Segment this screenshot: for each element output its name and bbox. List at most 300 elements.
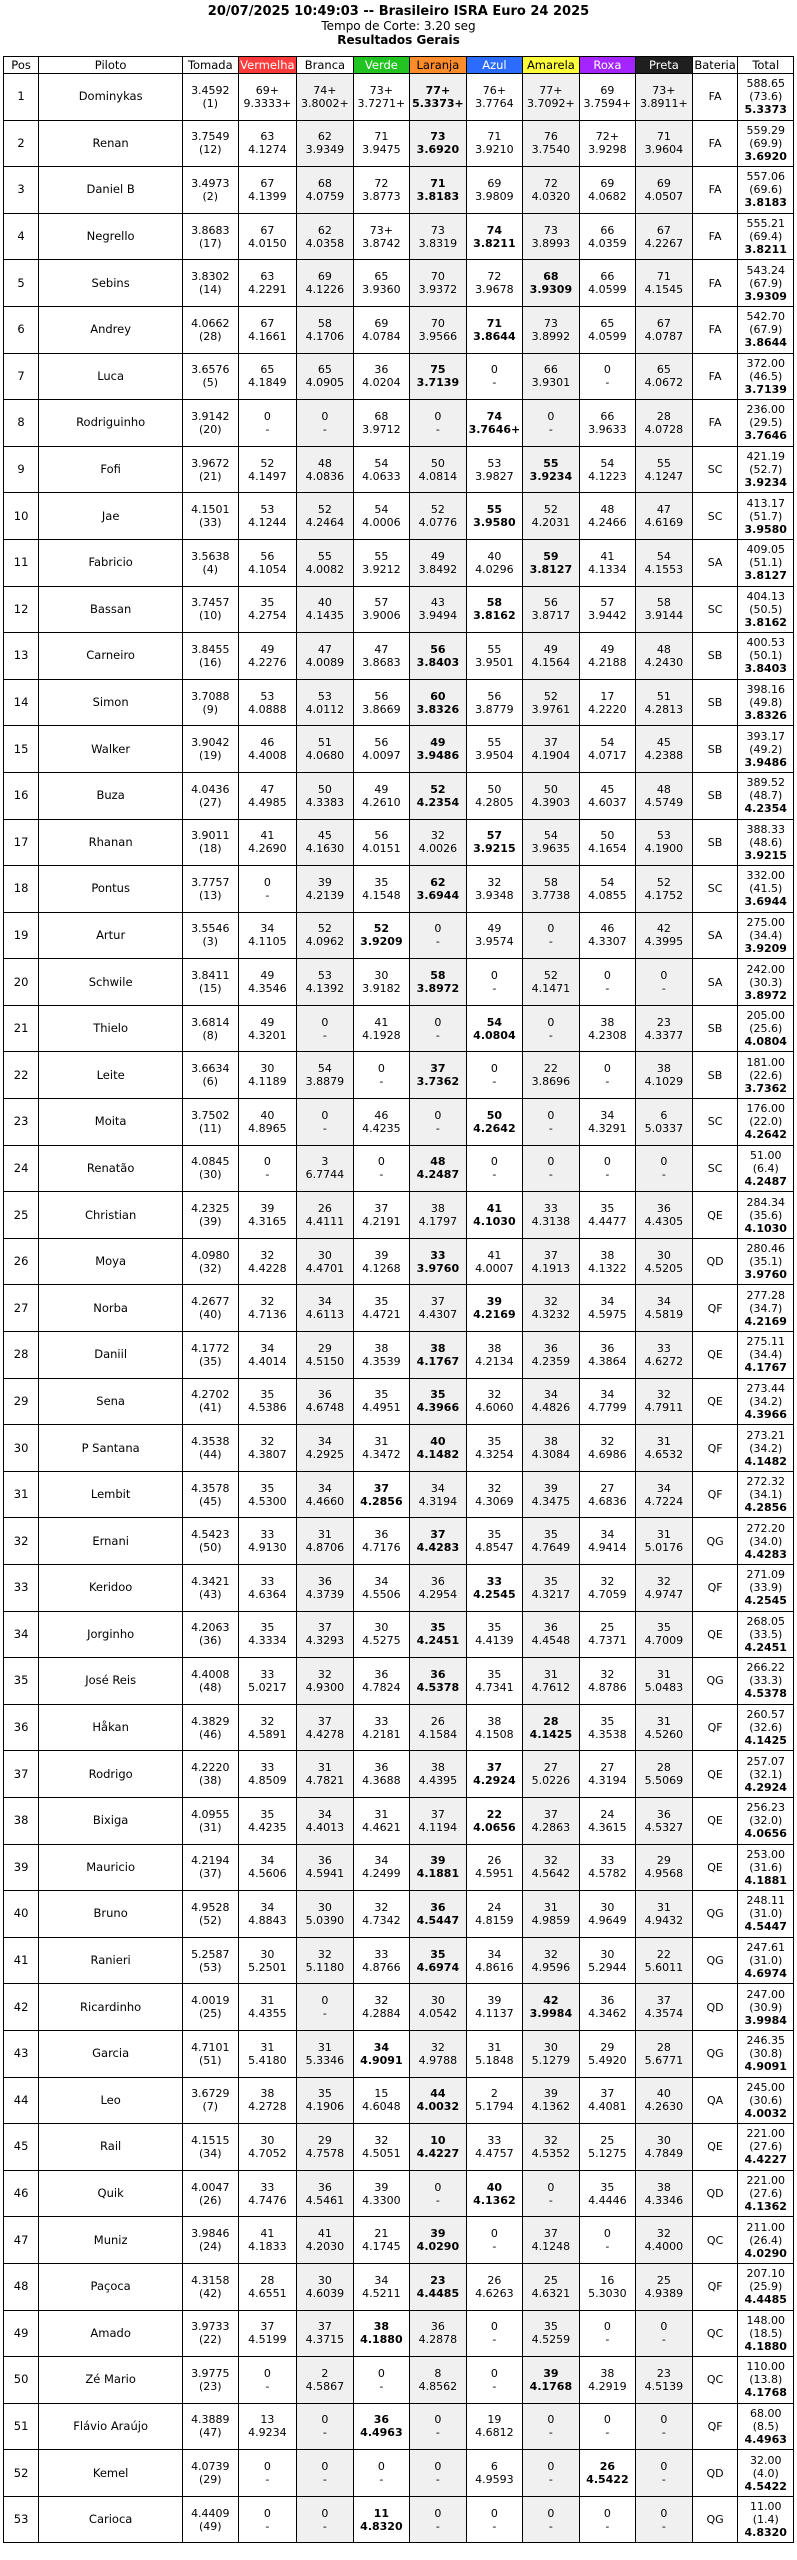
col-header-amarela: Amarela — [523, 57, 580, 74]
tomada-rank: (39) — [199, 1215, 222, 1229]
tomada-cell — [183, 400, 238, 447]
lane-cell-amarela — [523, 1192, 580, 1239]
lane-best-time: 4.5941 — [305, 1867, 345, 1881]
lane-cell-azul — [466, 912, 523, 959]
tomada-cell — [183, 1891, 238, 1938]
lane-best-time: - — [265, 2519, 270, 2533]
total-cell — [738, 866, 794, 913]
lane-best-time: 4.0089 — [305, 655, 345, 669]
lane-best-time: 4.4477 — [588, 1215, 627, 1229]
total-best-time: 4.2487 — [744, 1174, 787, 1188]
lane-cell-roxa — [579, 2170, 636, 2217]
pos-cell — [4, 959, 39, 1006]
pos-cell — [4, 120, 39, 167]
lane-best-time: 4.1226 — [305, 283, 345, 297]
lane-laps: 0 — [547, 2460, 555, 2474]
pilot-name: Flávio Araújo — [73, 2418, 148, 2433]
lane-best-time: 4.8509 — [248, 1774, 287, 1788]
lane-best-time: 4.8547 — [475, 1541, 514, 1555]
lane-cell-vermelha — [238, 213, 297, 260]
lane-best-time: 4.9432 — [644, 1913, 684, 1927]
position-value: 30 — [13, 1440, 29, 1455]
lane-cell-amarela — [523, 2310, 580, 2357]
lane-laps: 65 — [656, 363, 671, 377]
lane-cell-azul — [466, 2217, 523, 2264]
lane-cell-preta — [636, 1611, 693, 1658]
total-laps: 181.00 — [746, 1055, 785, 1069]
lane-laps: 31 — [656, 1667, 671, 1681]
lane-best-time: 4.6321 — [531, 2286, 571, 2300]
lane-best-time: 3.8911+ — [640, 96, 688, 110]
total-average: (33.3) — [749, 1674, 783, 1688]
pos-cell — [4, 353, 39, 400]
pilot-name: Moita — [94, 1114, 127, 1129]
lane-cell-vermelha — [238, 912, 297, 959]
lane-cell-amarela — [523, 1518, 580, 1565]
lane-laps: 35 — [374, 875, 389, 889]
total-best-time: 3.8403 — [744, 662, 787, 676]
lane-cell-verde — [353, 2030, 410, 2077]
lane-laps: 72 — [543, 176, 558, 190]
lane-laps: 23 — [430, 2273, 446, 2287]
pilot-name-cell — [39, 1145, 183, 1192]
tomada-time: 4.3829 — [191, 1714, 230, 1728]
lane-laps: 19 — [487, 2413, 502, 2427]
bateria-cell — [692, 1937, 738, 1984]
lane-cell-preta — [636, 772, 693, 819]
lane-cell-verde — [353, 959, 410, 1006]
lane-cell-roxa — [579, 1285, 636, 1332]
lane-best-time: 4.5259 — [531, 2333, 571, 2347]
lane-cell-verde — [353, 260, 410, 307]
lane-best-time: 4.2919 — [588, 2379, 627, 2393]
lane-cell-azul — [466, 1332, 523, 1379]
lane-laps: 69 — [374, 316, 389, 330]
lane-cell-verde — [353, 1285, 410, 1332]
pos-cell — [4, 912, 39, 959]
lane-best-time: 4.3864 — [588, 1354, 627, 1368]
lane-best-time: 4.1105 — [248, 935, 287, 949]
lane-best-time: 4.7342 — [362, 1913, 401, 1927]
pilot-name: Fofi — [100, 462, 121, 477]
lane-laps: 31 — [656, 1435, 671, 1449]
total-laps: 176.00 — [746, 1102, 785, 1116]
bateria-value: QG — [706, 2513, 724, 2527]
lane-best-time: 4.1194 — [418, 1820, 458, 1834]
lane-best-time: 4.4235 — [362, 1121, 401, 1135]
lane-best-time: 5.0217 — [248, 1680, 287, 1694]
lane-best-time: 3.9360 — [362, 283, 401, 297]
pilot-name: Bassan — [90, 601, 132, 616]
lane-laps: 71 — [374, 130, 389, 144]
bateria-cell — [692, 353, 738, 400]
lane-laps: 26 — [317, 1202, 332, 1216]
lane-laps: 57 — [600, 596, 615, 610]
lane-best-time: 4.9859 — [531, 1913, 571, 1927]
bateria-cell — [692, 2077, 738, 2124]
position-value: 14 — [13, 695, 29, 710]
lane-cell-laranja — [410, 772, 467, 819]
bateria-value: SA — [707, 975, 723, 989]
lane-cell-vermelha — [238, 1611, 297, 1658]
lane-laps: 0 — [321, 1108, 329, 1122]
total-average: (33.9) — [749, 1581, 783, 1595]
lane-laps: 29 — [317, 2133, 332, 2147]
lane-cell-branca — [297, 400, 354, 447]
lane-laps: 37 — [486, 1761, 503, 1775]
total-cell — [738, 2450, 794, 2497]
total-average: (69.9) — [749, 136, 783, 150]
lane-best-time: 3.9809 — [475, 189, 514, 203]
tomada-rank: (28) — [199, 329, 222, 343]
lane-laps: 32 — [543, 2133, 558, 2147]
lane-cell-laranja — [410, 120, 467, 167]
total-cell — [738, 493, 794, 540]
lane-laps: 27 — [600, 1761, 615, 1775]
lane-laps: 0 — [263, 875, 271, 889]
lane-laps: 0 — [490, 2227, 498, 2241]
lane-best-time: 3.8002+ — [301, 96, 349, 110]
lane-best-time: 4.0855 — [588, 888, 627, 902]
pos-cell — [4, 2403, 39, 2450]
lane-laps: 21 — [374, 2227, 389, 2241]
lane-laps: 53 — [656, 829, 671, 843]
bateria-cell — [692, 633, 738, 680]
lane-cell-branca — [297, 1751, 354, 1798]
lane-laps: 37 — [373, 1481, 390, 1495]
lane-best-time: 4.1900 — [644, 842, 684, 856]
lane-cell-azul — [466, 1285, 523, 1332]
lane-best-time: 3.7139 — [416, 376, 460, 390]
tomada-time: 4.2702 — [191, 1388, 230, 1402]
lane-laps: 11 — [373, 2506, 390, 2520]
tomada-cell — [183, 2403, 238, 2450]
lane-best-time: 4.1928 — [362, 1028, 401, 1042]
lane-best-time: 4.2388 — [644, 749, 684, 763]
lane-laps: 40 — [317, 596, 332, 610]
pilot-name: Fabricio — [88, 555, 133, 570]
lane-best-time: 4.2276 — [248, 655, 287, 669]
lane-best-time: 4.7612 — [531, 1680, 571, 1694]
total-best-time: 4.1768 — [744, 2386, 787, 2400]
lane-best-time: 4.0507 — [644, 189, 684, 203]
bateria-value: SB — [707, 835, 723, 849]
total-laps: 268.05 — [746, 1614, 785, 1628]
total-cell — [738, 2030, 794, 2077]
pilot-name-cell — [39, 1378, 183, 1425]
lane-laps: 31 — [317, 2040, 332, 2054]
total-best-time: 3.8127 — [744, 569, 787, 583]
bateria-value: SB — [707, 742, 723, 756]
position-value: 22 — [13, 1067, 29, 1082]
lane-cell-laranja — [410, 819, 467, 866]
bateria-value: QE — [707, 1208, 723, 1222]
total-best-time: 4.2354 — [744, 802, 787, 816]
lane-best-time: 4.2030 — [305, 2240, 345, 2254]
lane-laps: 73+ — [369, 223, 394, 237]
lane-cell-amarela — [523, 353, 580, 400]
total-average: (35.6) — [749, 1208, 783, 1222]
lane-cell-azul — [466, 306, 523, 353]
lane-laps: 38 — [656, 1062, 671, 1076]
tomada-time: 3.9846 — [191, 2227, 230, 2241]
total-best-time: 3.8183 — [744, 196, 787, 210]
tomada-cell — [183, 2496, 238, 2543]
lane-laps: 39 — [317, 875, 332, 889]
lane-laps: 2 — [490, 2087, 498, 2101]
lane-best-time: 3.8742 — [362, 236, 401, 250]
total-laps: 543.24 — [746, 263, 785, 277]
bateria-cell — [692, 679, 738, 726]
lane-cell-azul — [466, 1238, 523, 1285]
lane-laps: 55 — [317, 549, 332, 563]
lane-cell-azul — [466, 2496, 523, 2543]
lane-best-time: 5.2944 — [588, 1960, 627, 1974]
position-value: 50 — [13, 2372, 29, 2387]
lane-best-time: 3.8492 — [418, 562, 458, 576]
lane-cell-roxa — [579, 493, 636, 540]
tomada-rank: (44) — [199, 1448, 222, 1462]
lane-best-time: 4.7476 — [248, 2193, 287, 2207]
lane-best-time: - — [548, 2193, 553, 2207]
lane-best-time: - — [548, 1168, 553, 1182]
position-value: 48 — [13, 2279, 29, 2294]
lane-best-time: 4.3995 — [644, 935, 684, 949]
table-row — [4, 1332, 794, 1379]
lane-best-time: 3.9494 — [418, 609, 458, 623]
lane-laps: 53 — [260, 689, 275, 703]
bateria-cell — [692, 400, 738, 447]
lane-cell-verde — [353, 2217, 410, 2264]
tomada-time: 3.8455 — [191, 642, 230, 656]
lane-laps: 48 — [656, 782, 671, 796]
lane-laps: 52 — [317, 922, 332, 936]
lane-laps: 16 — [600, 2273, 615, 2287]
pilot-name: Leo — [100, 2092, 121, 2107]
tomada-cell — [183, 2170, 238, 2217]
total-average: (25.6) — [749, 1022, 783, 1036]
tomada-rank: (32) — [199, 1261, 222, 1275]
pilot-name-cell — [39, 1565, 183, 1612]
lane-laps: 38 — [260, 2087, 275, 2101]
lane-cell-roxa — [579, 912, 636, 959]
lane-laps: 32 — [430, 829, 445, 843]
lane-laps: 37 — [430, 1807, 445, 1821]
total-best-time: 4.4963 — [744, 2432, 787, 2446]
lane-laps: 37 — [656, 1994, 671, 2008]
total-laps: 421.19 — [746, 450, 785, 464]
lane-best-time: 4.3217 — [531, 1587, 571, 1601]
lane-cell-branca — [297, 1704, 354, 1751]
lane-laps: 71 — [656, 130, 671, 144]
lane-best-time: 4.7009 — [644, 1634, 684, 1648]
lane-laps: 74 — [486, 409, 503, 423]
lane-best-time: 4.5327 — [644, 1820, 684, 1834]
lane-cell-branca — [297, 772, 354, 819]
lane-best-time: 3.8403 — [416, 655, 460, 669]
lane-cell-laranja — [410, 1658, 467, 1705]
pilot-name: Renatão — [86, 1160, 135, 1175]
lane-best-time: 4.2754 — [248, 609, 287, 623]
lane-best-time: 4.0599 — [588, 283, 627, 297]
lane-laps: 33 — [260, 1528, 275, 1542]
lane-cell-vermelha — [238, 2124, 297, 2171]
lane-cell-preta — [636, 260, 693, 307]
lane-cell-verde — [353, 400, 410, 447]
lane-cell-amarela — [523, 772, 580, 819]
lane-cell-verde — [353, 2403, 410, 2450]
total-average: (31.6) — [749, 1860, 783, 1874]
lane-laps: 0 — [547, 1015, 555, 1029]
total-best-time: 5.3373 — [744, 103, 787, 117]
total-best-time: 4.1767 — [744, 1361, 787, 1375]
total-average: (22.0) — [749, 1115, 783, 1129]
lane-laps: 67 — [260, 176, 275, 190]
col-header-branca: Branca — [297, 57, 354, 74]
total-laps: 266.22 — [746, 1661, 785, 1675]
lane-cell-azul — [466, 2077, 523, 2124]
lane-laps: 49 — [430, 549, 445, 563]
tomada-cell — [183, 213, 238, 260]
total-laps: 253.00 — [746, 1847, 785, 1861]
lane-best-time: 5.1848 — [475, 2053, 514, 2067]
lane-best-time: - — [548, 2426, 553, 2440]
total-average: (51.7) — [749, 509, 783, 523]
bateria-value: SB — [707, 789, 723, 803]
lane-cell-vermelha — [238, 260, 297, 307]
lane-laps: 35 — [543, 2320, 558, 2334]
total-cell — [738, 1285, 794, 1332]
lane-best-time: 4.1392 — [305, 982, 345, 996]
total-cell — [738, 2170, 794, 2217]
lane-laps: 41 — [487, 1248, 502, 1262]
bateria-value: QC — [706, 2233, 724, 2247]
lane-laps: 35 — [487, 1621, 502, 1635]
lane-best-time: 4.1322 — [588, 1261, 627, 1275]
lane-cell-laranja — [410, 213, 467, 260]
lane-cell-laranja — [410, 1937, 467, 1984]
pos-cell — [4, 1099, 39, 1146]
table-row — [4, 819, 794, 866]
lane-best-time: 4.9389 — [644, 2286, 684, 2300]
lane-laps: 73 — [543, 316, 558, 330]
lane-laps: 33 — [260, 1761, 275, 1775]
table-row — [4, 679, 794, 726]
lane-best-time: 4.7849 — [644, 2146, 684, 2160]
lane-best-time: 4.1906 — [305, 2100, 345, 2114]
lane-cell-roxa — [579, 539, 636, 586]
tomada-time: 4.0955 — [191, 1807, 230, 1821]
pilot-name-cell — [39, 2170, 183, 2217]
lane-best-time: 4.8766 — [362, 1960, 401, 1974]
pos-cell — [4, 2217, 39, 2264]
lane-cell-vermelha — [238, 2077, 297, 2124]
total-average: (8.5) — [752, 2419, 779, 2433]
pos-cell — [4, 493, 39, 540]
tomada-time: 3.9733 — [191, 2320, 230, 2334]
lane-best-time: 4.1767 — [416, 1354, 460, 1368]
bateria-value: QE — [707, 1627, 723, 1641]
lane-laps: 32 — [487, 875, 502, 889]
lane-best-time: - — [322, 2007, 327, 2021]
table-row — [4, 912, 794, 959]
tomada-rank: (22) — [199, 2333, 222, 2347]
lane-cell-amarela — [523, 1332, 580, 1379]
col-header-pos: Pos — [4, 57, 39, 74]
lane-cell-amarela — [523, 2170, 580, 2217]
lane-cell-branca — [297, 493, 354, 540]
total-average: (29.5) — [749, 416, 783, 430]
lane-best-time: - — [661, 1168, 666, 1182]
lane-laps: 56 — [374, 736, 389, 750]
bateria-cell — [692, 2310, 738, 2357]
lane-cell-laranja — [410, 1378, 467, 1425]
lane-laps: 58 — [656, 596, 671, 610]
lane-cell-verde — [353, 1797, 410, 1844]
tomada-cell — [183, 120, 238, 167]
total-laps: 221.00 — [746, 2174, 785, 2188]
lane-cell-preta — [636, 1099, 693, 1146]
lane-best-time: 4.3462 — [588, 2007, 627, 2021]
lane-laps: 40 — [260, 1108, 275, 1122]
lane-laps: 74+ — [313, 83, 337, 97]
lane-cell-amarela — [523, 1145, 580, 1192]
bateria-value: FA — [708, 136, 722, 150]
lane-best-time: - — [548, 2519, 553, 2533]
total-laps: 271.09 — [746, 1568, 785, 1582]
lane-laps: 26 — [430, 1714, 445, 1728]
lane-laps: 30 — [656, 2133, 671, 2147]
total-best-time: 4.1030 — [744, 1221, 787, 1235]
lane-cell-laranja — [410, 1192, 467, 1239]
lane-laps: 35 — [374, 1295, 389, 1309]
lane-best-time: - — [661, 2473, 666, 2487]
total-best-time: 3.9580 — [744, 522, 787, 536]
lane-laps: 47 — [374, 642, 389, 656]
tomada-cell — [183, 353, 238, 400]
tomada-rank: (48) — [199, 1680, 222, 1694]
lane-cell-laranja — [410, 1751, 467, 1798]
lane-laps: 36 — [430, 2320, 445, 2334]
total-best-time: 4.4283 — [744, 1547, 787, 1561]
lane-laps: 34 — [260, 1341, 275, 1355]
pilot-name: Rodriguinho — [76, 415, 146, 430]
lane-best-time: 3.7738 — [531, 888, 571, 902]
lane-laps: 32 — [260, 1714, 275, 1728]
tomada-time: 3.7502 — [191, 1108, 230, 1122]
total-laps: 242.00 — [746, 962, 785, 976]
lane-best-time: 4.4548 — [531, 1634, 571, 1648]
lane-laps: 0 — [660, 2413, 668, 2427]
tomada-rank: (53) — [199, 1960, 222, 1974]
lane-laps: 58 — [543, 875, 558, 889]
tomada-cell — [183, 1937, 238, 1984]
pilot-name-cell — [39, 1099, 183, 1146]
pilot-name-cell — [39, 633, 183, 680]
lane-cell-branca — [297, 959, 354, 1006]
lane-laps: 49 — [430, 736, 446, 750]
pilot-name-cell — [39, 74, 183, 121]
lane-best-time: 4.2728 — [248, 2100, 287, 2114]
lane-laps: 73+ — [652, 83, 676, 97]
lane-laps: 42 — [543, 1994, 559, 2008]
bateria-cell — [692, 1751, 738, 1798]
lane-cell-verde — [353, 1471, 410, 1518]
lane-best-time: 4.0905 — [305, 376, 345, 390]
table-row — [4, 74, 794, 121]
lane-best-time: 4.4000 — [644, 2240, 684, 2254]
total-cell — [738, 1704, 794, 1751]
